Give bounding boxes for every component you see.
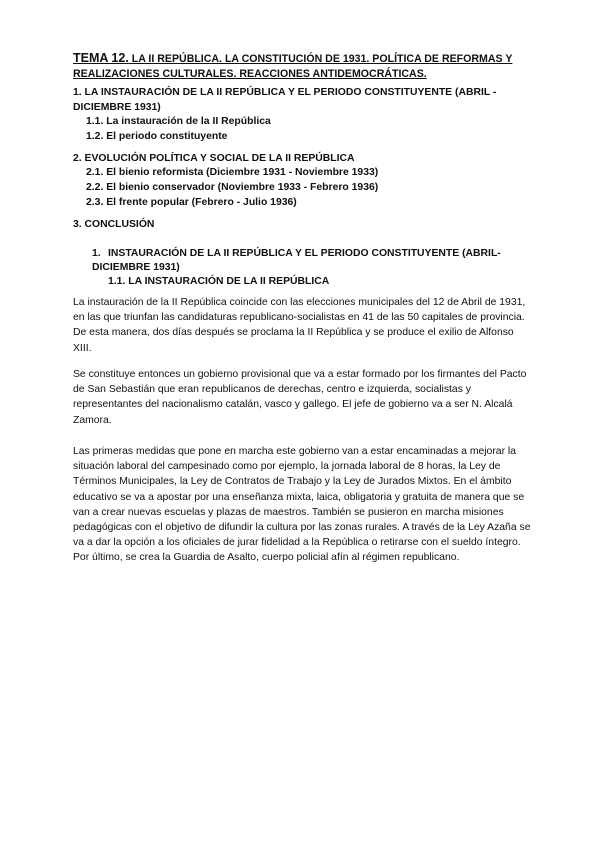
toc-section-2-2: 2.2. El bienio conservador (Noviembre 1933 - Febrero 1936)	[86, 182, 379, 193]
toc-section-1-2: 1.2. El periodo constituyente	[86, 131, 228, 142]
toc-section-3: 3. CONCLUSIÓN	[73, 219, 155, 230]
toc-section-2: 2. EVOLUCIÓN POLÍTICA Y SOCIAL DE LA II REPÚBLICA	[73, 153, 355, 164]
section-1-heading	[92, 247, 532, 289]
section-1-1-heading: 1.1. LA INSTAURACIÓN DE LA II REPÚBLICA	[108, 276, 330, 287]
title-text: LA II REPÚBLICA. LA CONSTITUCIÓN DE 1931. POLÍTICA DE REFORMAS Y REALIZACIONES CULTURALES. REACCIONES ANTIDEMOCRÁTICAS.	[73, 53, 513, 80]
toc-section-1: 1. LA INSTAURACIÓN DE LA II REPÚBLICA Y EL PERIODO CONSTITUYENTE (ABRIL - DICIEMBRE 1931)	[73, 87, 497, 113]
paragraph-2: Se constituye entonces un gobierno provisional que va a estar formado por los firmantes del Pacto de San Sebastián que eran republicanos de derechas, centro e izquierda, socialistas y representantes del nacionalismo catalán, vasco y gallego. El jefe de gobierno va a ser N. Alcalá Zamora.	[73, 369, 527, 426]
toc-section-2-1: 2.1. El bienio reformista (Diciembre 1931 - Noviembre 1933)	[86, 167, 379, 178]
toc-section-2-3: 2.3. El frente popular (Febrero - Julio 1936)	[86, 197, 297, 208]
paragraph-3: Las primeras medidas que pone en marcha este gobierno van a estar encaminadas a mejorar la situación laboral del campesinado como por ejemplo, la jornada laboral de 8 horas, la Ley de Términos Municipales, la Ley de Contratos de Trabajo y la Ley de Jurados Mixtos. En el ámbito educativo se va a apostar por una enseñanza mixta, laica, obligatoria y gratuita de manera que se van a crear nuevas escuelas y plazas de maestros. También se pusieron en marcha misiones pedagógicas con el objetivo de difundir la cultura por las zonas rurales. A través de la Ley Azaña se va a dar la opción a los oficiales de jurar fidelidad a la República o retirarse con el sueldo íntegro. Por último, se crea la Guardia de Asalto, cuerpo policial afín al régimen republicano.	[73, 446, 531, 564]
title-prefix: TEMA 12.	[73, 51, 129, 65]
paragraph-1: La instauración de la II República coincide con las elecciones municipales del 12 de Abril de 1931, en las que triunfan las candidaturas republicano-socialistas en 41 de las 50 capitales de provincia. De esta manera, dos días después se proclama la II República y se produce el exilio de Alfonso XIII.	[73, 297, 526, 354]
document-title	[73, 51, 543, 81]
section-1-number: 1.	[92, 248, 101, 259]
section-1-title: INSTAURACIÓN DE LA II REPÚBLICA Y EL PERIODO CONSTITUYENTE (ABRIL-DICIEMBRE 1931)	[92, 248, 501, 273]
toc-section-1-1: 1.1. La instauración de la II República	[86, 116, 271, 127]
